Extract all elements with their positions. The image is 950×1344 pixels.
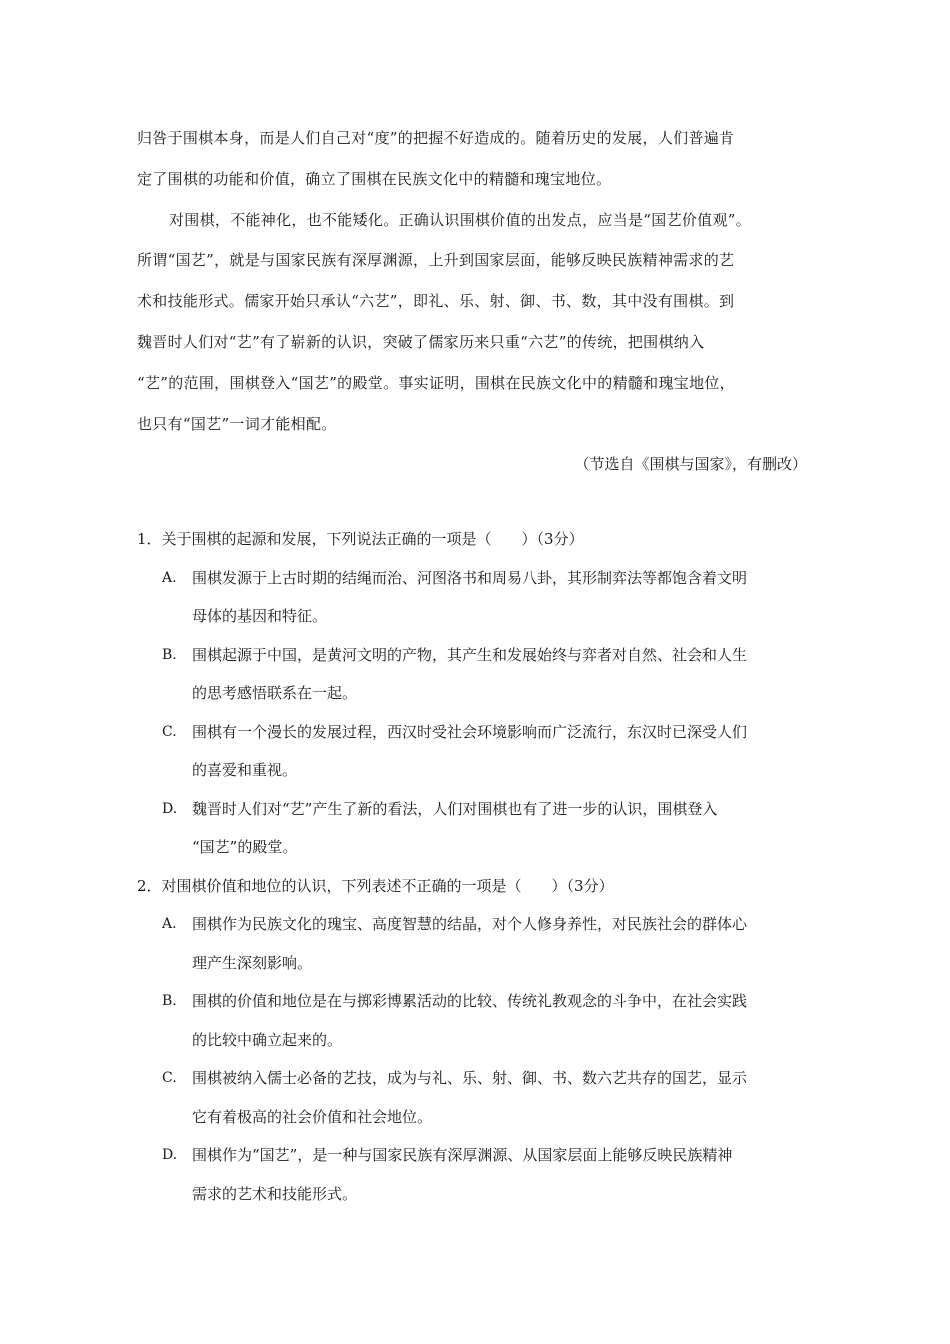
option-letter: C. bbox=[162, 1070, 177, 1087]
option-b bbox=[137, 982, 817, 1059]
passage-line: 魏晋时人们对“艺”有了崭新的认识，突破了儒家历来只重“六艺”的传统，把围棋纳入 bbox=[137, 332, 705, 351]
passage-paragraph-2 bbox=[137, 200, 817, 445]
option-letter: D. bbox=[162, 800, 178, 817]
option-a bbox=[137, 905, 817, 982]
option-d bbox=[137, 790, 817, 867]
spacer bbox=[137, 484, 817, 520]
option-line: 围棋起源于中国，是黄河文明的产物，其产生和发展始终与弈者对自然、社会和人生 bbox=[192, 645, 748, 664]
passage-line: 对围棋，不能神化，也不能矮化。正确认识围棋价值的出发点，应当是“国艺价值观”。 bbox=[169, 210, 752, 229]
question-stem: 1．关于围棋的起源和发展，下列说法正确的一项是（ ）（3分） bbox=[137, 530, 584, 549]
question-1 bbox=[137, 520, 817, 867]
passage-line: 所谓“国艺”，就是与国家民族有深厚渊源，上升到国家层面，能够反映民族精神需求的艺 bbox=[137, 251, 735, 270]
option-letter: C. bbox=[162, 723, 177, 740]
option-line: 需求的艺术和技能形式。 bbox=[192, 1184, 358, 1203]
option-letter: A. bbox=[162, 916, 177, 933]
question-2 bbox=[137, 867, 817, 1214]
option-d bbox=[137, 1136, 817, 1213]
passage-paragraph-1 bbox=[137, 118, 817, 200]
question-stem: 2．对围棋价值和地位的认识，下列表述不正确的一项是（ ）（3分） bbox=[137, 876, 614, 895]
option-a bbox=[137, 559, 817, 636]
document-page bbox=[137, 118, 817, 1213]
passage-line: 也只有“国艺”一词才能相配。 bbox=[137, 414, 337, 433]
option-c bbox=[137, 1059, 817, 1136]
option-line: 围棋的价值和地位是在与掷彩博累活动的比较、传统礼教观念的斗争中，在社会实践 bbox=[192, 992, 748, 1011]
option-line: 围棋有一个漫长的发展过程，西汉时受社会环境影响而广泛流行，东汉时已深受人们 bbox=[192, 722, 748, 741]
option-b bbox=[137, 636, 817, 713]
option-line: 围棋发源于上古时期的结绳而治、河图洛书和周易八卦，其形制弈法等都饱含着文明 bbox=[192, 568, 748, 587]
passage-line: 术和技能形式。儒家开始只承认“六艺”，即礼、乐、射、御、书、数，其中没有围棋。到 bbox=[137, 292, 735, 311]
option-letter: B. bbox=[162, 646, 177, 663]
passage-line: 定了围棋的功能和价值，确立了围棋在民族文化中的精髓和瑰宝地位。 bbox=[137, 169, 612, 188]
option-line: 理产生深刻影响。 bbox=[192, 953, 313, 972]
option-line: 母体的基因和特征。 bbox=[192, 607, 328, 626]
option-line: 的比较中确立起来的。 bbox=[192, 1030, 343, 1049]
option-line: 它有着极高的社会价值和社会地位。 bbox=[192, 1107, 433, 1126]
option-line: 魏晋时人们对“艺”产生了新的看法，人们对围棋也有了进一步的认识，围棋登入 bbox=[192, 799, 718, 818]
option-line: “国艺”的殿堂。 bbox=[192, 838, 298, 857]
option-line: 的喜爱和重视。 bbox=[192, 761, 298, 780]
option-c bbox=[137, 713, 817, 790]
option-line: 的思考感悟联系在一起。 bbox=[192, 684, 358, 703]
option-line: 围棋作为“国艺”，是一种与国家民族有深厚渊源、从国家层面上能够反映民族精神 bbox=[192, 1146, 733, 1165]
passage-source: （节选自《围棋与国家》，有删改） bbox=[574, 455, 807, 474]
passage-line: “艺”的范围，围棋登入“国艺”的殿堂。事实证明，围棋在民族文化中的精髓和瑰宝地位， bbox=[137, 373, 735, 392]
passage-line: 归咎于围棋本身，而是人们自己对“度”的把握不好造成的。随着历史的发展，人们普遍肯 bbox=[137, 129, 735, 147]
option-letter: B. bbox=[162, 993, 177, 1010]
option-line: 围棋被纳入儒士必备的艺技，成为与礼、乐、射、御、书、数六艺共存的国艺，显示 bbox=[192, 1069, 748, 1088]
option-letter: D. bbox=[162, 1147, 178, 1164]
option-letter: A. bbox=[162, 569, 177, 586]
option-line: 围棋作为民族文化的瑰宝、高度智慧的结晶，对个人修身养性，对民族社会的群体心 bbox=[192, 915, 748, 934]
